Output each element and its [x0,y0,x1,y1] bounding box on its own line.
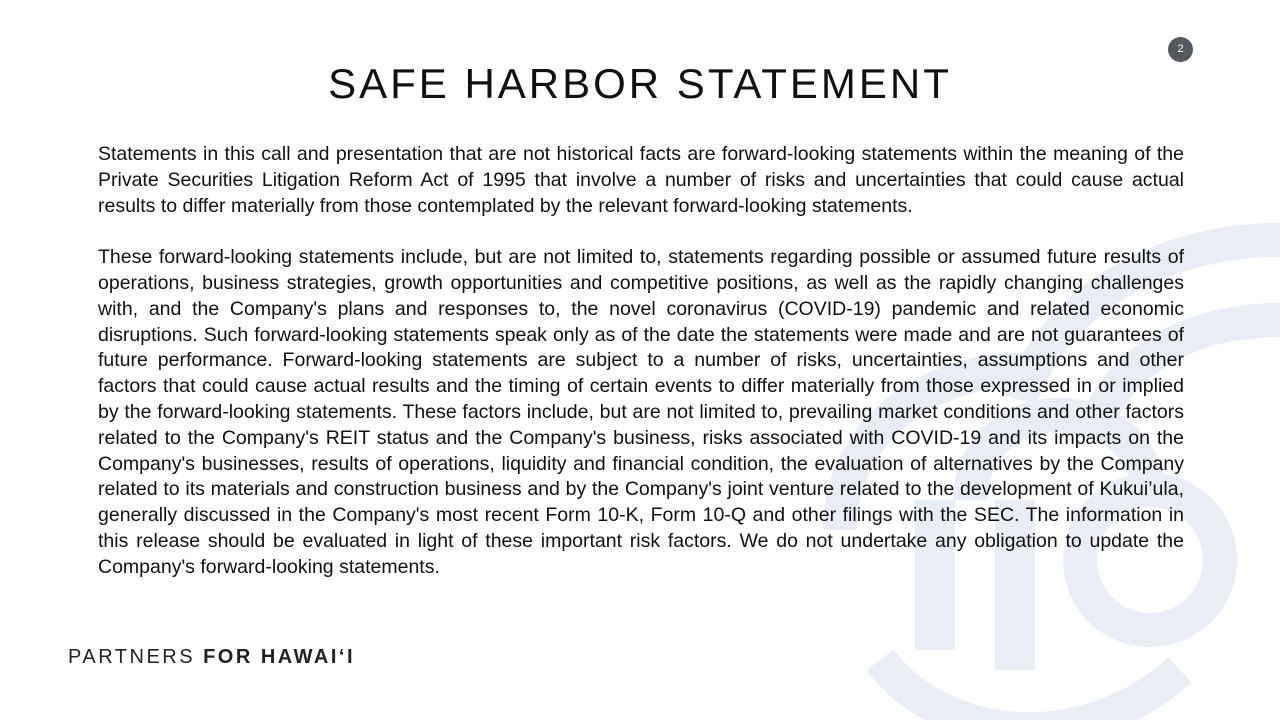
statement-paragraph-2: These forward-looking statements include, but are not limited to, statements regarding possible or assumed future results of operations, business strategies, growth opportunities and competitive positions, as well as the rapidly changing challenges with, and the Company's plans and responses to, the novel coronavirus (COVID-19) pandemic and related economic disruptions. Such forward-looking statements speak only as of the date the statements were made and are not guarantees of future performance. Forward-looking statements are subject to a number of risks, uncertainties, assumptions and other factors that could cause actual results and the timing of certain events to differ materially from those expressed in or implied by the forward-looking statements. These factors include, but are not limited to, prevailing market conditions and other factors related to the Company's REIT status and the Company's business, risks associated with COVID-19 and its impacts on the Company's businesses, results of operations, liquidity and financial condition, the evaluation of alternatives by the Company related to its materials and construction business and by the Company's joint venture related to the development of Kukui’ula, generally discussed in the Company's most recent Form 10-K, Form 10-Q and other filings with the SEC. The information in this release should be evaluated in light of these important risk factors. We do not undertake any obligation to update the Company's forward-looking statements. [98,246,1184,578]
page-title: SAFE HARBOR STATEMENT [328,60,952,107]
brand-logo-bold-text: FOR HAWAI‘I [203,646,356,668]
brand-logo [68,646,355,669]
statement-paragraph-1: Statements in this call and presentation that are not historical facts are forward-looking statements within the meaning of the Private Securities Litigation Reform Act of 1995 that involve a number of risks and uncertainties that could cause actual results to differ materially from those contemplated by the relevant forward-looking statements. [98,143,1184,217]
page-number-badge: 2 [1168,37,1193,62]
brand-logo-light-text: PARTNERS [68,646,196,668]
statement-body [98,142,1184,581]
